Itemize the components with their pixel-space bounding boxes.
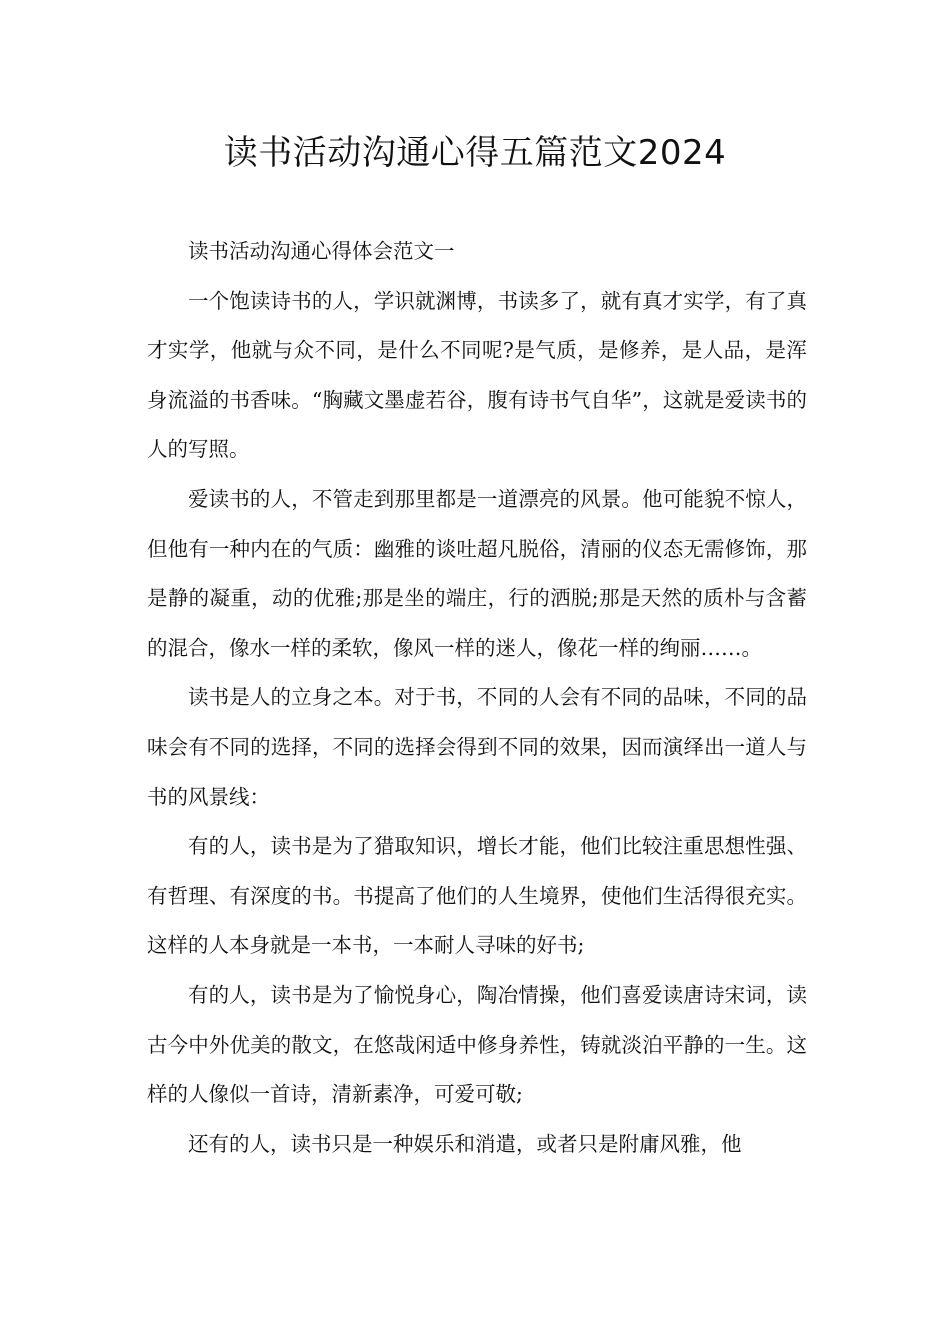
paragraph: 一个饱读诗书的人，学识就渊博，书读多了，就有真才实学，有了真才实学，他就与众不同，是什么不同呢?是气质，是修养，是人品，是浑身流溢的书香味。“胸藏文墨虚若谷，腹有诗书气自华”，这就是爱读书的人的写照。 [147,288,807,462]
paragraph: 读书是人的立身之本。对于书，不同的人会有不同的品味，不同的品味会有不同的选择，不同的选择会得到不同的效果，因而演绎出一道人与书的风景线： [147,685,807,809]
document-title: 读书活动沟通心得五篇范文2024 [223,133,727,173]
paragraph: 还有的人，读书只是一种娱乐和消遣，或者只是附庸风雅，他 [188,1131,742,1156]
paragraph: 有的人，读书是为了猎取知识，增长才能，他们比较注重思想性强、有哲理、有深度的书。书提高了他们的人生境界，使他们生活得很充实。这样的人本身就是一本书，一本耐人寻味的好书; [147,834,807,958]
section-heading: 读书活动沟通心得体会范文一 [188,239,455,263]
paragraph: 爱读书的人，不管走到那里都是一道漂亮的风景。他可能貌不惊人，但他有一种内在的气质：幽雅的谈吐超凡脱俗，清丽的仪态无需修饰，那是静的凝重，动的优雅;那是坐的端庄，行的洒脱;那是天然的质朴与含蓄的混合，像水一样的柔软，像风一样的迷人，像花一样的绚丽……。 [147,486,807,660]
document-body [147,227,807,1169]
paragraph: 有的人，读书是为了愉悦身心，陶冶情操，他们喜爱读唐诗宋词，读古今中外优美的散文，在悠哉闲适中修身养性，铸就淡泊平静的一生。这样的人像似一首诗，清新素净，可爱可敬; [147,982,807,1107]
